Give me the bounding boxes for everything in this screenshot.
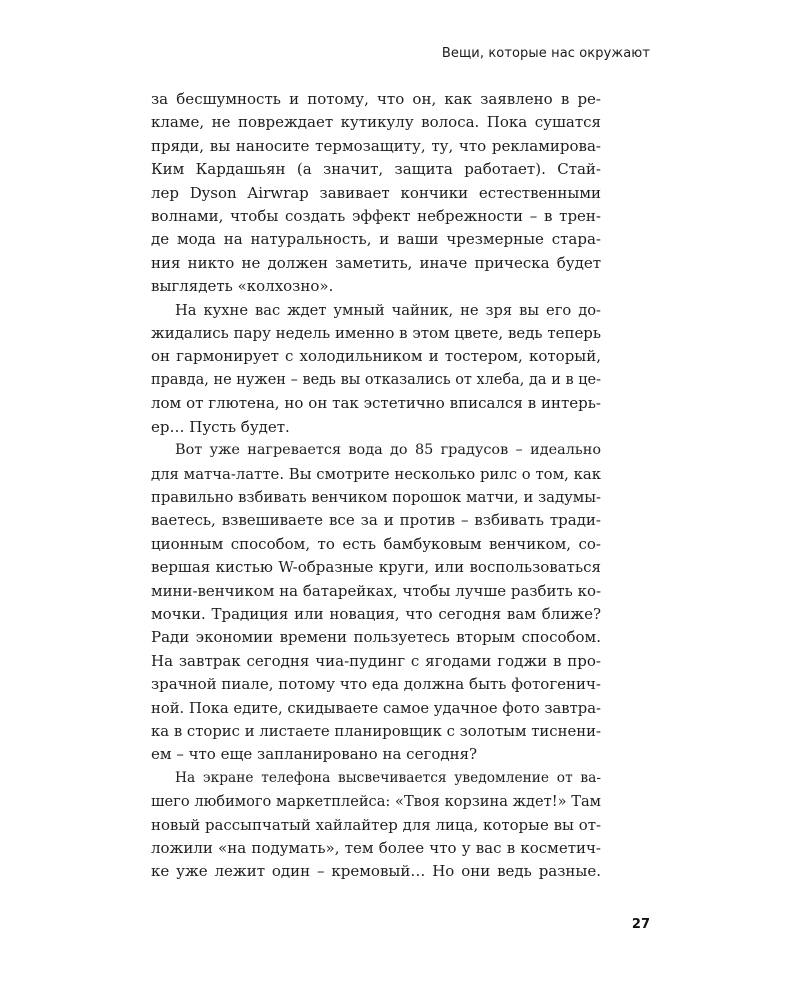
text-line: Вот уже нагревается вода до 85 градусов – идеально xyxy=(175,442,601,459)
text-line: правильно взбивать венчиком порошок матчи, и задумы- xyxy=(151,488,601,506)
running-head-title: Вещи, которые нас окружают xyxy=(441,46,650,61)
text-line: за бесшумность и потому, что он, как заявлено в ре- xyxy=(151,90,601,108)
text-line: ер… Пусть будет. xyxy=(151,417,290,436)
page-number: 27 xyxy=(631,917,650,932)
text-line: де мода на натуральность, и ваши чрезмерные стара- xyxy=(151,230,601,249)
text-line: ваетесь, взвешиваете все за и против – взбивать тради- xyxy=(151,511,601,530)
text-line: жидались пару недель именно в этом цвете, ведь теперь xyxy=(151,324,601,343)
text-line: лер Dyson Airwrap завивает кончики естественными xyxy=(151,183,601,202)
text-line: правда, не нужен – ведь вы отказались от хлеба, да и в це- xyxy=(151,371,601,388)
text-line: выглядеть «колхозно». xyxy=(151,277,334,296)
text-line: ционным способом, то есть бамбуковым венчиком, со- xyxy=(151,534,601,553)
text-line: ной. Пока едите, скидываете самое удачное фото завтра- xyxy=(151,699,601,717)
paragraph xyxy=(151,439,601,767)
paragraph xyxy=(151,88,601,299)
text-line: На кухне вас ждет умный чайник, не зря вы его до- xyxy=(175,301,601,319)
text-line: На экране телефона высвечивается уведомление от ва- xyxy=(175,769,601,786)
text-line: зрачной пиале, потому что еда должна быть фотогенич- xyxy=(151,675,601,694)
text-line: Ради экономии времени пользуетесь вторым способом. xyxy=(151,628,601,647)
text-line: ложили «на подумать», тем более что у вас в косметич- xyxy=(151,839,601,857)
text-line: ния никто не должен заметить, иначе прическа будет xyxy=(151,253,601,272)
text-line: ка в сторис и листаете планировщик с золотым тиснени- xyxy=(151,722,601,740)
text-line: он гармонирует с холодильником и тостером, который, xyxy=(151,347,601,366)
text-line: пряди, вы наносите термозащиту, ту, что рекламирова- xyxy=(151,136,601,155)
text-line: кламе, не повреждает кутикулу волоса. Пока сушатся xyxy=(151,113,601,132)
paragraph xyxy=(151,767,601,884)
text-line: мини-венчиком на батарейках, чтобы лучше разбить ко- xyxy=(151,581,601,600)
text-line: волнами, чтобы создать эффект небрежности – в трен- xyxy=(151,207,601,226)
text-line: для матча-латте. Вы смотрите несколько рилс о том, как xyxy=(151,465,601,483)
text-line: лом от глютена, но он так эстетично вписался в интерь- xyxy=(151,394,601,413)
text-line: ем – что еще запланировано на сегодня? xyxy=(151,745,478,764)
text-line: На завтрак сегодня чиа-пудинг с ягодами годжи в про- xyxy=(151,651,601,670)
text-line: Ким Кардашьян (а значит, защита работает). Стай- xyxy=(151,160,601,179)
text-line: шего любимого маркетплейса: «Твоя корзина ждет!» Там xyxy=(151,793,601,811)
body-text xyxy=(151,88,601,884)
text-line: мочки. Традиция или новация, что сегодня вам ближе? xyxy=(151,604,601,623)
paragraph xyxy=(151,299,601,439)
text-line: ке уже лежит один – кремовый… Но они ведь разные. xyxy=(151,862,601,881)
text-line: вершая кистью W-образные круги, или воспользоваться xyxy=(151,558,601,577)
text-line: новый рассыпчатый хайлайтер для лица, которые вы от- xyxy=(151,815,601,834)
